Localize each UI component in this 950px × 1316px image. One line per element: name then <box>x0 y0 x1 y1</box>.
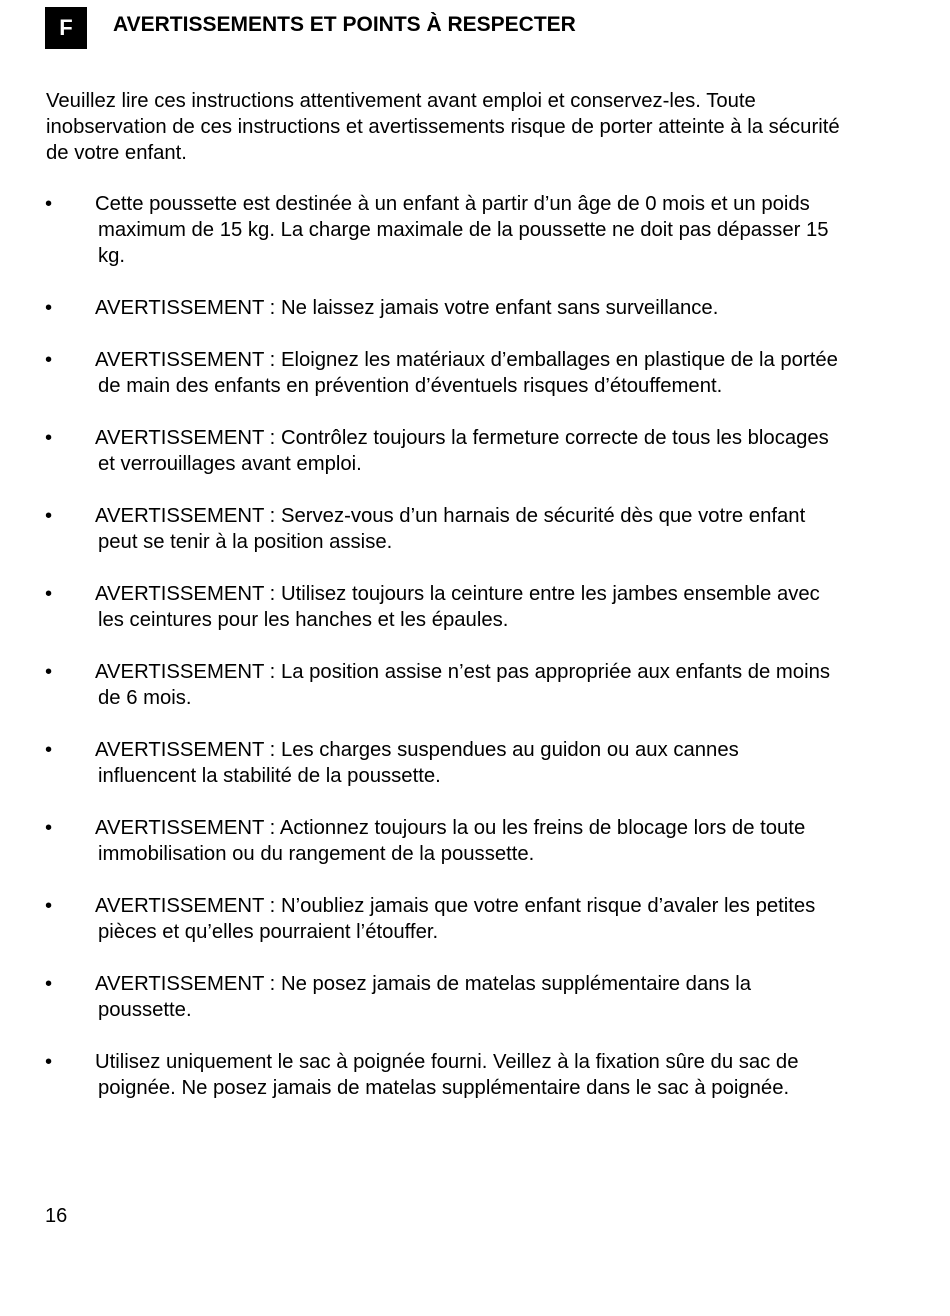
bullet: • <box>45 583 53 605</box>
bullet: • <box>45 427 53 449</box>
list-item-text: AVERTISSEMENT : Ne posez jamais de matelas supplémentaire dans la poussette. <box>95 973 752 1021</box>
bullet: • <box>45 973 53 995</box>
bullet: • <box>45 661 53 683</box>
list-item-text: AVERTISSEMENT : Les charges suspendues au guidon ou aux cannes influencent la stabilité de la poussette. <box>95 739 739 787</box>
list-item <box>0 659 838 711</box>
bullet: • <box>45 895 53 917</box>
list-item-text: AVERTISSEMENT : Contrôlez toujours la fermeture correcte de tous les blocages et verrouillages avant emploi. <box>95 427 829 475</box>
bullet: • <box>45 1051 53 1073</box>
page-title: AVERTISSEMENTS ET POINTS À RESPECTER <box>113 13 576 36</box>
list-item-text: AVERTISSEMENT : Utilisez toujours la ceinture entre les jambes ensemble avec les ceintures pour les hanches et les épaules. <box>95 583 820 631</box>
list-item-text: AVERTISSEMENT : Eloignez les matériaux d’emballages en plastique de la portée de main des enfants en prévention d’éventuels risques d’étouffement. <box>95 349 838 397</box>
list-item <box>0 815 838 867</box>
bullet: • <box>45 193 53 215</box>
list-item <box>0 1049 838 1101</box>
list-item-text: AVERTISSEMENT : Actionnez toujours la ou les freins de blocage lors de toute immobilisation ou du rangement de la poussette. <box>95 817 806 865</box>
intro-paragraph: Veuillez lire ces instructions attentivement avant emploi et conservez-les. Toute inobservation de ces instructions et avertissements risque de porter atteinte à la sécurité de votre enfant. <box>46 90 840 164</box>
list-item-text: Utilisez uniquement le sac à poignée fourni. Veillez à la fixation sûre du sac de poignée. Ne posez jamais de matelas supplémentaire dans le sac à poignée. <box>95 1051 799 1099</box>
list-item-text: AVERTISSEMENT : Servez-vous d’un harnais de sécurité dès que votre enfant peut se tenir à la position assise. <box>95 505 806 553</box>
bullet: • <box>45 739 53 761</box>
list-item <box>0 971 838 1023</box>
list-item-text: Cette poussette est destinée à un enfant à partir d’un âge de 0 mois et un poids maximum de 15 kg. La charge maximale de la poussette ne doit pas dépasser 15 kg. <box>95 193 829 267</box>
list-item <box>0 425 838 477</box>
list-item <box>0 295 838 321</box>
bullet: • <box>45 349 53 371</box>
list-item <box>0 503 838 555</box>
page-number: 16 <box>45 1205 68 1227</box>
bullet: • <box>45 297 53 319</box>
warnings-list <box>0 191 838 1127</box>
language-badge: F <box>45 7 87 49</box>
list-item-text: AVERTISSEMENT : La position assise n’est pas appropriée aux enfants de moins de 6 mois. <box>95 661 831 709</box>
list-item-text: AVERTISSEMENT : Ne laissez jamais votre enfant sans surveillance. <box>95 297 719 319</box>
list-item-text: AVERTISSEMENT : N’oubliez jamais que votre enfant risque d’avaler les petites pièces et qu’elles pourraient l’étouffer. <box>95 895 816 943</box>
bullet: • <box>45 505 53 527</box>
list-item <box>0 893 838 945</box>
list-item <box>0 737 838 789</box>
bullet: • <box>45 817 53 839</box>
list-item <box>0 347 838 399</box>
list-item <box>0 191 838 269</box>
list-item <box>0 581 838 633</box>
